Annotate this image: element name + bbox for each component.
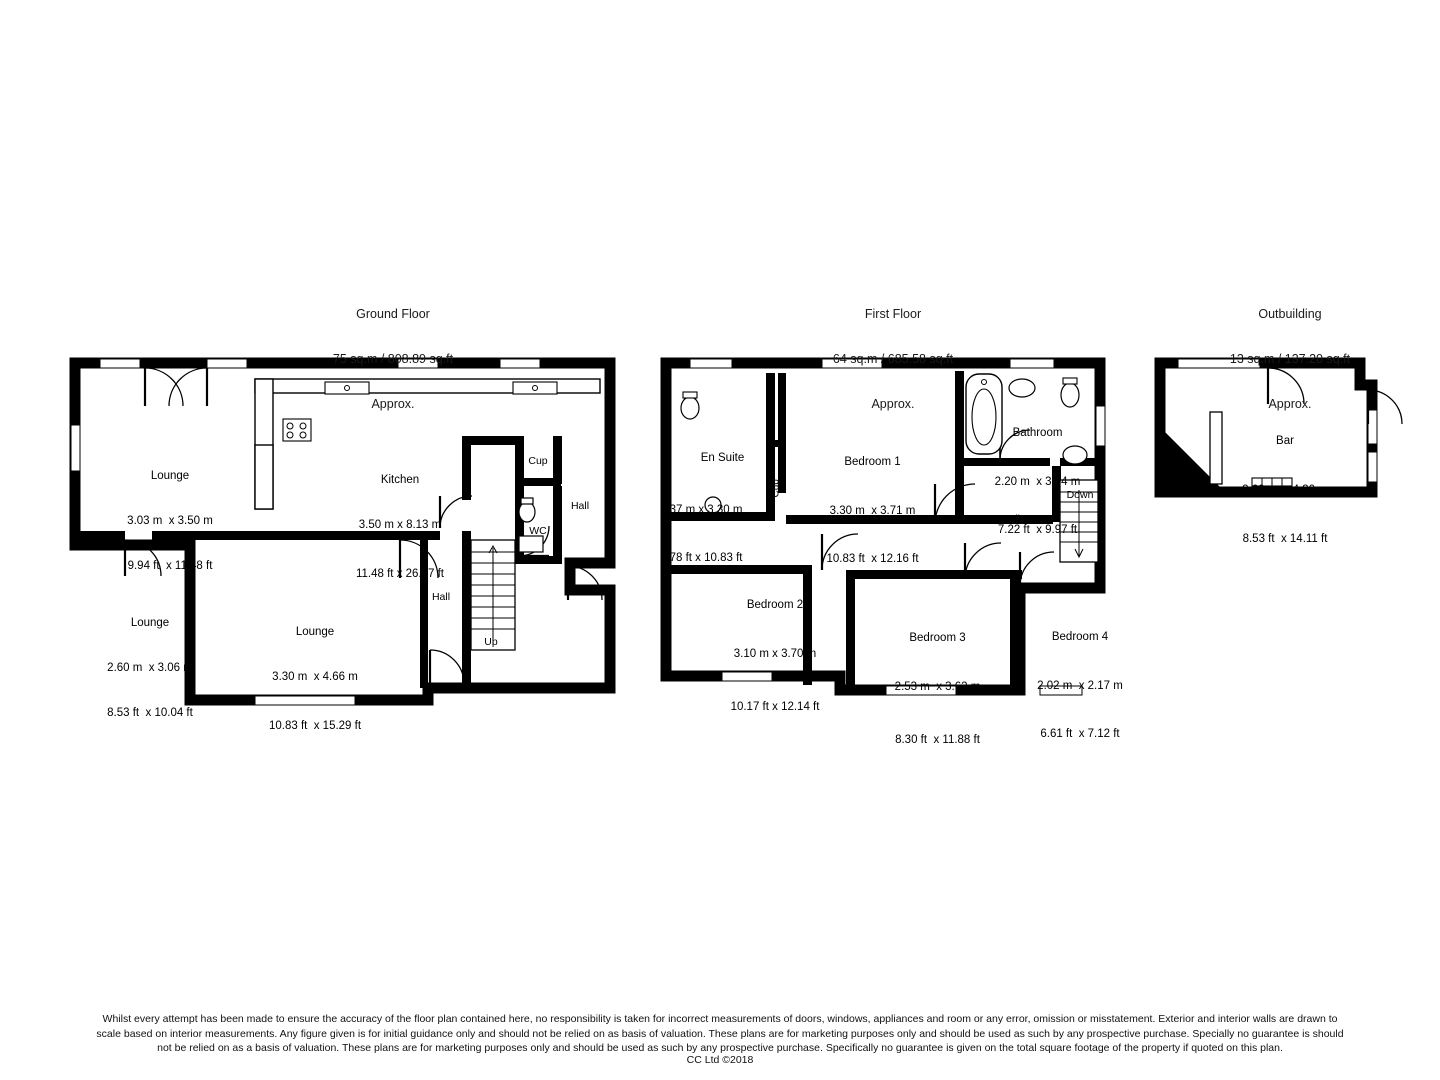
floor-approx: Approx.	[1268, 397, 1312, 411]
room-dim-m: 3.30 m x 4.66 m	[272, 671, 358, 683]
room-dim-ft: 11.48 ft x 26.67 ft	[355, 568, 444, 580]
room-label-bathroom	[960, 396, 1115, 568]
room-name: Bar	[1276, 435, 1294, 447]
room-dim-m: 2.60 m x 4.30 m	[1242, 484, 1328, 496]
disclaimer-line-2: scale based on interior measurements. Any figure given is for initial guidance only and should not be relied on as basis of valuation. These plans are for marketing purposes only and should be used as such by any prospective purchase. Specially no guarantee is should	[96, 1027, 1344, 1040]
room-dim-m: 2.37 m x 3.30 m	[660, 504, 743, 516]
floor-title-ground	[248, 277, 538, 442]
label-hall-lower: Hall	[431, 591, 451, 603]
label-cup-first: Cup	[770, 479, 782, 498]
room-name: Bedroom 4	[1051, 631, 1109, 643]
disclaimer-line-1: Whilst every attempt has been made to ensure the accuracy of the floor plan contained here, no responsibility is taken for incorrect measurements of doors, windows, appliances and room or any error, omission or misstatement. Exterior and interior walls are drawn to	[102, 1013, 1338, 1025]
room-label-bedroom-2	[690, 568, 860, 745]
room-dim-ft: 9.94 ft x 11.48 ft	[127, 560, 213, 572]
room-dim-m: 2.60 m x 3.06 m	[107, 662, 193, 674]
room-dim-m: 3.50 m x 8.13 m	[358, 519, 442, 531]
floor-approx: Approx.	[871, 397, 915, 411]
floor-name: Outbuilding	[1258, 307, 1322, 321]
label-cup-ground: Cup	[528, 455, 548, 467]
room-dim-ft: 8.30 ft x 11.88 ft	[895, 734, 980, 746]
room-dim-m: 3.10 m x 3.70 m	[733, 648, 817, 660]
room-label-bedroom-3	[855, 601, 1020, 778]
floor-approx: Approx.	[371, 397, 415, 411]
room-name: Lounge	[295, 626, 335, 638]
room-label-kitchen	[315, 443, 485, 612]
room-dim-m: 2.20 m x 3.04 m	[994, 476, 1081, 488]
copyright-notice: CC Ltd ©2018	[686, 1054, 754, 1066]
disclaimer	[0, 1012, 1440, 1056]
room-name: Bathroom	[1012, 427, 1063, 439]
room-name: Bedroom 3	[909, 632, 966, 644]
room-label-lounge-3	[225, 595, 405, 764]
room-dim-ft: 10.83 ft x 12.16 ft	[826, 553, 919, 565]
room-dim-ft: 10.17 ft x 12.14 ft	[730, 701, 820, 713]
label-down: Down	[1066, 489, 1094, 501]
room-label-lounge-1	[90, 439, 250, 604]
room-dim-ft: 10.83 ft x 15.29 ft	[268, 720, 362, 732]
label-landing: Landing	[994, 513, 1032, 525]
floor-name: First Floor	[864, 307, 922, 321]
label-wc: WC	[529, 525, 547, 537]
room-label-bedroom-4	[1010, 600, 1150, 772]
floor-area: 64 sq.m / 685.58 sq.ft	[832, 352, 954, 366]
room-name: Bedroom 1	[844, 456, 901, 468]
basin-icon	[519, 536, 543, 552]
room-name: Bedroom 2	[746, 599, 804, 611]
room-label-lounge-2	[70, 586, 230, 751]
room-dim-m: 3.30 m x 3.71 m	[829, 505, 916, 517]
label-hall-upper: Hall	[570, 500, 590, 512]
room-dim-ft: 7.78 ft x 10.83 ft	[660, 552, 743, 564]
floor-area: 13 sq.m / 137.20 sq.ft	[1229, 352, 1351, 366]
room-dim-ft: 6.61 ft x 7.12 ft	[1040, 728, 1120, 740]
disclaimer-line-3: not be relied on as a basis of valuation. These plans are for marketing purposes only and should be used as such by any prospective purchase. Specifically no guarantee is given on the total square footage of the property if quoted on this plan.	[157, 1042, 1283, 1054]
label-up: Up	[484, 636, 498, 648]
toilet-icon	[681, 397, 699, 419]
floor-name: Ground Floor	[356, 307, 430, 321]
room-dim-m: 2.53 m x 3.62 m	[894, 681, 981, 693]
room-label-bar	[1200, 404, 1370, 577]
floor-area: 75 sq.m / 808.89 sq.ft	[332, 352, 454, 366]
room-name: Lounge	[130, 617, 170, 629]
room-dim-m: 3.03 m x 3.50 m	[127, 515, 213, 527]
room-name: Kitchen	[380, 474, 420, 486]
room-dim-ft: 8.53 ft x 10.04 ft	[107, 707, 193, 719]
room-dim-ft: 7.22 ft x 9.97 ft	[997, 524, 1078, 536]
room-dim-ft: 8.53 ft x 14.11 ft	[1242, 533, 1328, 545]
room-dim-m: 2.02 m x 2.17 m	[1037, 680, 1123, 692]
room-name: Lounge	[150, 470, 190, 482]
room-name: En Suite	[700, 452, 745, 464]
toilet-icon	[519, 502, 535, 522]
